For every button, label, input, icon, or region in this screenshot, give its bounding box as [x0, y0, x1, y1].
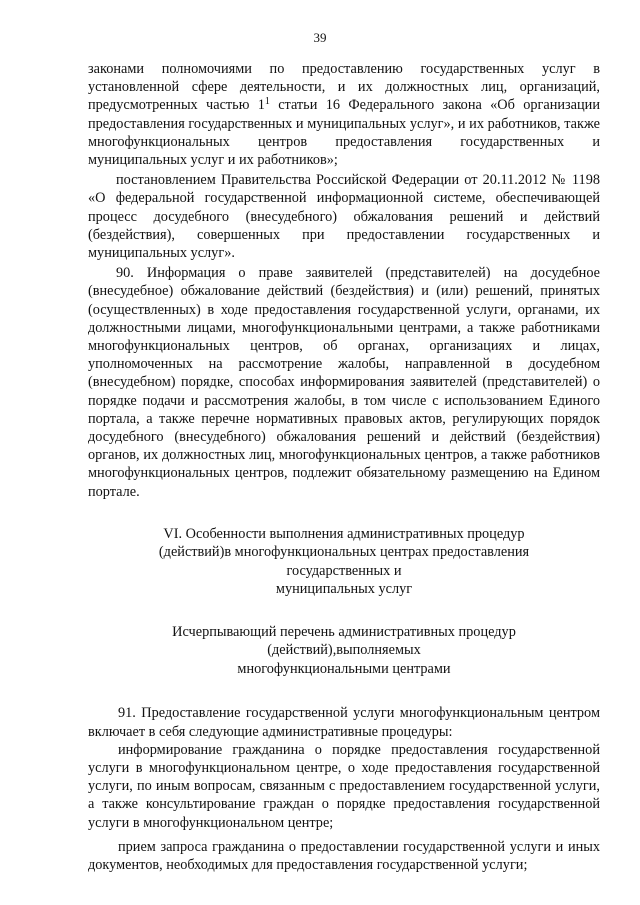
list-item-informing: информирование гражданина о порядке предоставления государственной услуги в многофункциональном центре, о ходе предоставления государственной услуги, по иным вопросам, связанным с предоставлением государственной услуги, а также консультирование граждан о порядке предоставления государственной услуги в многофункциональном центре; — [88, 741, 600, 831]
document-body — [88, 60, 600, 874]
paragraph-continuation — [88, 60, 600, 169]
paragraph-text: статьи 16 Федерального закона «Об организации предоставления государственных и муниципальных услуг», и их работников, также многофункциональных центров предоставления государственных и муниципальных услуг и их работников»; — [88, 97, 600, 169]
section-heading-line: муниципальных услуг — [275, 581, 413, 598]
paragraph-91: 91. Предоставление государственной услуги многофункциональным центром включает в себя следующие административные процедуры: — [88, 705, 600, 740]
page-number: 39 — [313, 30, 327, 45]
sub-heading-line: (действий),выполняемых — [267, 642, 421, 659]
section-heading-line: государственных и — [286, 562, 402, 579]
paragraph-text: законами полномочиями по предоставлению государственных услуг в установленной сфере деятельности, и их должностных лиц, организаций, предусмотренных частью 1 — [88, 61, 600, 114]
paragraph-90: 90. Информация о праве заявителей (представителей) на досудебное (внесудебное) обжалование действий (бездействия) и (или) решений, принятых (осуществленных) в ходе предоставления государственной услуги, органами, их должностными лицами, многофункциональными центрами, а также работниками многофункциональных центров, об органах, организациях и лицах, уполномоченных на рассмотрение жалобы, направленной в досудебном (внесудебном) порядке, способах информирования заявителей (представителей) о порядке подачи и рассмотрения жалобы, в том числе с использованием Единого портала, а также перечне нормативных правовых актов, регулирующих порядок досудебного (внесудебного) обжалования решений и действий (бездействия) органов, их должностных лиц, многофункциональных центров, а также работников многофункциональных центров, подлежит обязательному размещению на Едином портале. — [88, 265, 600, 500]
sub-heading-line: Исчерпывающий перечень административных процедур — [172, 623, 516, 640]
paragraph-decree: постановлением Правительства Российской Федерации от 20.11.2012 № 1198 «О федеральной государственной информационной системе, обеспечивающей процесс досудебного (внесудебного) обжалования решений и действий (бездействия), совершенных при предоставлении государственных и муниципальных услуг». — [88, 172, 600, 262]
section-heading — [88, 525, 600, 599]
superscript: 1 — [264, 96, 270, 108]
sub-heading-line: многофункциональными центрами — [237, 660, 451, 677]
sub-heading — [88, 623, 600, 679]
list-item-request: прием запроса гражданина о предоставлении государственной услуги и иных документов, необходимых для предоставления государственной услуги; — [88, 838, 600, 873]
section-heading-line: (действий)в многофункциональных центрах предоставления — [158, 544, 530, 561]
section-heading-line: VI. Особенности выполнения административных процедур — [163, 525, 525, 542]
